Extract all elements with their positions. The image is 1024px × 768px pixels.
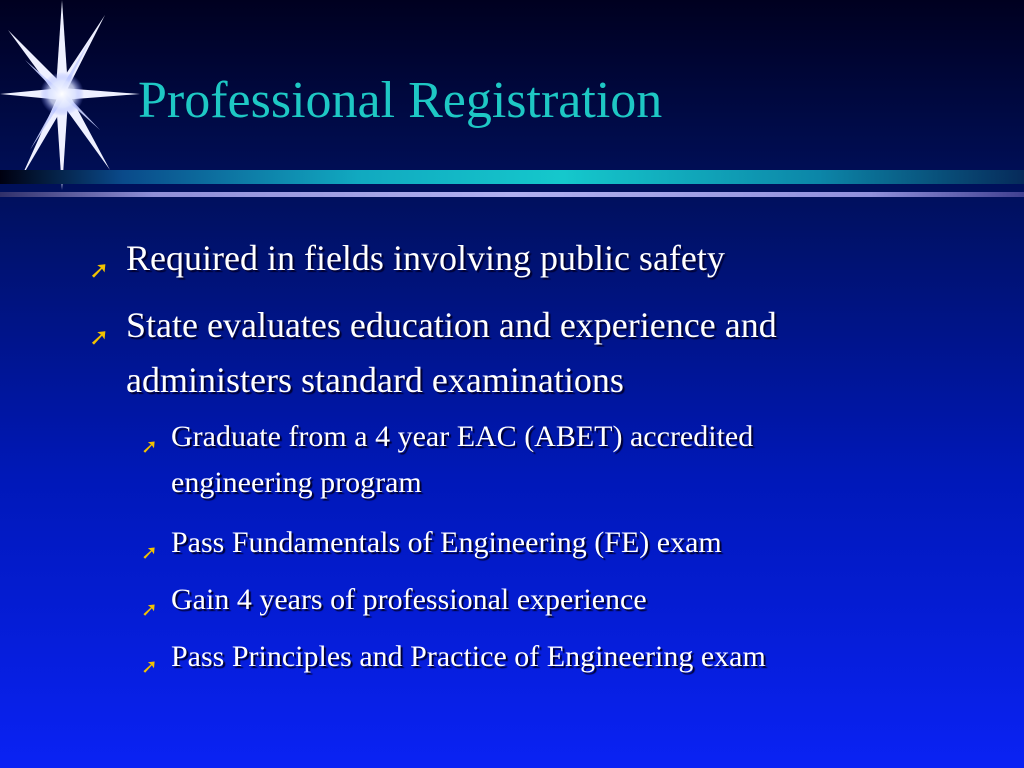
arrow-up-right-icon: ➚: [89, 323, 110, 351]
arrow-up-right-icon: ➚: [89, 256, 110, 284]
sub-bullet-item: [141, 634, 891, 680]
sub-bullet-text: Pass Fundamentals of Engineering (FE) exam: [171, 526, 722, 559]
sub-bullet-text: Graduate from a 4 year EAC (ABET) accredited engineering program: [171, 420, 754, 499]
arrow-up-right-icon: ➚: [141, 434, 158, 458]
bullet-text: State evaluates education and experience and administers standard examinations: [126, 305, 777, 400]
arrow-up-right-icon: ➚: [141, 597, 158, 621]
sub-bullet-text: Gain 4 years of professional experience: [171, 583, 647, 616]
sub-bullet-item: [141, 577, 931, 623]
sub-bullet-text: Pass Principles and Practice of Engineering exam: [171, 640, 766, 673]
bullet-item: [89, 298, 926, 408]
arrow-up-right-icon: ➚: [141, 654, 158, 678]
slide-title: Professional Registration: [138, 72, 663, 129]
arrow-up-right-icon: ➚: [141, 540, 158, 564]
bullet-item: [89, 231, 926, 286]
sub-bullet-item: [141, 414, 811, 506]
bullet-text: Required in fields involving public safety: [126, 238, 725, 278]
sub-bullet-item: [141, 520, 931, 566]
